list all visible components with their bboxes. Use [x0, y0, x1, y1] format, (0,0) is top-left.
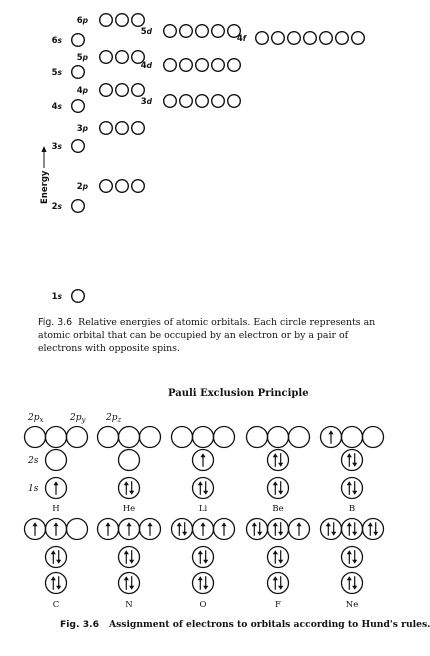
header-label-1: $2p_x$ [28, 413, 44, 424]
element-config-Li [172, 427, 235, 515]
element-config-Be [247, 427, 310, 515]
p1-O-spin-up-head [177, 522, 182, 526]
orbital-label-2s: 2s [51, 202, 62, 212]
orbital-label-6p: 6p [76, 16, 88, 26]
p2-C-spin-up-head [53, 522, 58, 526]
orbital-circle-3p-3 [132, 122, 145, 135]
p3-Ne-spin-down-head [373, 532, 378, 536]
s1-N-spin-up-head [124, 576, 129, 580]
orbital-circle-2p-3 [132, 180, 145, 193]
p1-F-spin-down-head [257, 532, 262, 536]
element-symbol-Be: Be [272, 504, 284, 514]
orbital-circle-3p-1 [100, 122, 113, 135]
element-config-C [25, 519, 88, 611]
orbital-2p-H-2 [46, 427, 67, 448]
orbital-1s-He [119, 478, 140, 499]
element-symbol-C: C [52, 600, 60, 610]
element-symbol-B: B [348, 504, 356, 514]
orbital-label-5p: 5p [76, 53, 88, 63]
p3-Ne-spin-up-head [368, 522, 373, 526]
header-label-2: $2p_y$ [70, 413, 86, 424]
p1-F-spin-up-head [252, 522, 257, 526]
energy-caption [38, 316, 388, 355]
orbital-2p-B-2 [342, 427, 363, 448]
p3-N-spin-up-head [147, 522, 152, 526]
element-config-Ne [321, 519, 384, 611]
orbital-circle-6s-1 [72, 34, 85, 47]
orbital-1s-C [46, 573, 67, 594]
s2-Ne-spin-down-head [352, 560, 357, 564]
orbital-circle-3d-2 [180, 95, 193, 108]
orbital-2s-C [46, 547, 67, 568]
element-symbol-Li: Li [198, 504, 208, 514]
orbital-circle-4d-4 [212, 59, 225, 72]
p2-Ne-spin-up-head [347, 522, 352, 526]
orbital-label-2p: 2p [76, 182, 88, 192]
s2-F-spin-down-head [278, 560, 283, 564]
orbital-2p-Be-1 [247, 427, 268, 448]
s2-B-spin-up-head [347, 453, 352, 457]
p2-N-spin-up-head [126, 522, 131, 526]
hund-caption-text: Assignment of electrons to orbitals according to Hund's rules. [108, 619, 430, 630]
orbital-2p-Ne-1 [321, 519, 342, 540]
orbital-2p-B-3 [363, 427, 384, 448]
orbital-circle-4d-1 [164, 59, 177, 72]
orbital-circle-4f-3 [288, 32, 301, 45]
p2-Ne-spin-down-head [352, 532, 357, 536]
s1-Ne-spin-down-head [352, 586, 357, 590]
s1-He-spin-up-head [124, 481, 129, 485]
p1-C-spin-up-head [32, 522, 37, 526]
orbital-2p-C-3 [67, 519, 88, 540]
orbital-2p-Be-3 [289, 427, 310, 448]
p1-B-spin-up-head [328, 430, 333, 434]
element-symbol-O: O [199, 600, 207, 610]
orbital-label-5s: 5s [51, 68, 62, 78]
orbital-2p-O-1 [172, 519, 193, 540]
orbital-2p-Ne-2 [342, 519, 363, 540]
orbital-1s-Ne [342, 573, 363, 594]
orbital-2p-H-1 [25, 427, 46, 448]
orbital-circle-1s-1 [72, 290, 85, 303]
s1-O-spin-up-head [198, 576, 203, 580]
orbital-label-4f: 4f [236, 34, 246, 44]
element-config-H [25, 427, 88, 515]
orbital-circle-4s-1 [72, 100, 85, 113]
orbital-label-3d: 3d [140, 97, 152, 107]
orbital-2s-He [119, 450, 140, 471]
s1-F-spin-up-head [273, 576, 278, 580]
element-symbol-He: He [122, 504, 136, 514]
s2-Be-spin-up-head [273, 453, 278, 457]
orbital-circle-2p-2 [116, 180, 129, 193]
s1-C-spin-up-head [51, 576, 56, 580]
orbital-2p-Li-3 [214, 427, 235, 448]
orbital-circle-4p-1 [100, 84, 113, 97]
s1-Li-spin-down-head [203, 491, 208, 495]
orbital-circle-5s-1 [72, 66, 85, 79]
s1-Be-spin-up-head [273, 481, 278, 485]
orbital-2p-He-2 [119, 427, 140, 448]
orbital-circle-3s-1 [72, 140, 85, 153]
p1-N-spin-up-head [105, 522, 110, 526]
orbital-circle-5d-2 [180, 25, 193, 38]
p2-F-spin-up-head [273, 522, 278, 526]
orbital-label-3s: 3s [51, 142, 62, 152]
s1-O-spin-down-head [203, 586, 208, 590]
s1-B-spin-up-head [347, 481, 352, 485]
orbital-circle-4f-4 [304, 32, 317, 45]
p2-F-spin-down-head [278, 532, 283, 536]
orbital-circle-3d-1 [164, 95, 177, 108]
p3-F-spin-up-head [296, 522, 301, 526]
orbital-2p-Li-2 [193, 427, 214, 448]
orbital-circle-5d-5 [228, 25, 241, 38]
s2-B-spin-down-head [352, 463, 357, 467]
s2-N-spin-down-head [129, 560, 134, 564]
orbital-circle-5p-3 [132, 51, 145, 64]
element-config-N [98, 519, 161, 611]
orbital-2p-He-1 [98, 427, 119, 448]
orbital-circle-2p-1 [100, 180, 113, 193]
orbital-circle-3d-4 [212, 95, 225, 108]
s1-N-spin-down-head [129, 586, 134, 590]
energy-axis [40, 146, 50, 204]
orbital-1s-N [119, 573, 140, 594]
row-label-2s: 2s [28, 456, 39, 466]
p1-Ne-spin-up-head [326, 522, 331, 526]
s1-Be-spin-down-head [278, 491, 283, 495]
orbital-label-1s: 1s [51, 292, 62, 302]
orbital-label-5d: 5d [140, 27, 152, 37]
element-config-He [98, 427, 161, 515]
orbital-2p-F-1 [247, 519, 268, 540]
s2-Li-spin-up-head [200, 453, 205, 457]
hund-caption-fig: Fig. 3.6 [60, 619, 99, 630]
orbital-circle-5d-3 [196, 25, 209, 38]
orbital-1s-B [342, 478, 363, 499]
orbital-energy-diagram [0, 0, 430, 310]
orbital-circle-4f-6 [336, 32, 349, 45]
orbital-circle-4d-5 [228, 59, 241, 72]
orbital-circle-3d-5 [228, 95, 241, 108]
orbital-circle-4f-1 [256, 32, 269, 45]
p3-O-spin-up-head [221, 522, 226, 526]
element-symbol-Ne: Ne [345, 600, 359, 610]
electron-configuration-diagram [0, 400, 430, 610]
s2-F-spin-up-head [273, 550, 278, 554]
orbital-label-3p: 3p [76, 124, 88, 134]
orbital-circle-5p-2 [116, 51, 129, 64]
orbital-circle-4f-7 [352, 32, 365, 45]
element-config-F [247, 519, 310, 611]
s2-O-spin-up-head [198, 550, 203, 554]
orbital-circle-2s-1 [72, 200, 85, 213]
orbital-circle-4f-5 [320, 32, 333, 45]
s1-Li-spin-up-head [198, 481, 203, 485]
orbital-1s-O [193, 573, 214, 594]
orbital-circle-4d-2 [180, 59, 193, 72]
orbital-circle-4p-2 [116, 84, 129, 97]
orbital-circle-3p-2 [116, 122, 129, 135]
p1-Ne-spin-down-head [331, 532, 336, 536]
row-label-1s: 1s [28, 484, 39, 494]
s1-He-spin-down-head [129, 491, 134, 495]
orbital-circle-5d-1 [164, 25, 177, 38]
orbital-2s-Ne [342, 547, 363, 568]
orbital-circle-5d-4 [212, 25, 225, 38]
orbital-circle-6p-3 [132, 14, 145, 27]
orbital-circle-4d-3 [196, 59, 209, 72]
orbital-circle-6p-1 [100, 14, 113, 27]
orbital-2s-Be [268, 450, 289, 471]
s2-Be-spin-down-head [278, 463, 283, 467]
p2-O-spin-up-head [200, 522, 205, 526]
orbital-2s-H [46, 450, 67, 471]
s1-C-spin-down-head [56, 586, 61, 590]
orbital-2p-He-3 [140, 427, 161, 448]
orbital-2s-O [193, 547, 214, 568]
orbital-label-6s: 6s [51, 36, 62, 46]
header-label-3: $2p_z$ [106, 413, 122, 424]
hund-caption [60, 619, 430, 630]
orbital-2p-H-3 [67, 427, 88, 448]
s1-F-spin-down-head [278, 586, 283, 590]
orbital-label-4p: 4p [76, 86, 88, 96]
energy-caption-text: Relative energies of atomic orbitals. Each circle represents an atomic orbital that can be occupied by an electron or by a pair of electrons with opposite spins. [38, 317, 376, 354]
orbital-2s-F [268, 547, 289, 568]
orbital-2p-Be-2 [268, 427, 289, 448]
element-symbol-N: N [125, 600, 133, 610]
s1-Ne-spin-up-head [347, 576, 352, 580]
s2-O-spin-down-head [203, 560, 208, 564]
s2-C-spin-down-head [56, 560, 61, 564]
orbital-circle-6p-2 [116, 14, 129, 27]
orbital-1s-F [268, 573, 289, 594]
s2-N-spin-up-head [124, 550, 129, 554]
orbital-1s-Li [193, 478, 214, 499]
energy-axis-arrowhead [41, 146, 46, 152]
orbital-1s-Be [268, 478, 289, 499]
s2-C-spin-up-head [51, 550, 56, 554]
energy-axis-label: Energy [40, 170, 50, 204]
orbital-circle-4f-2 [272, 32, 285, 45]
element-config-O [172, 519, 235, 611]
energy-caption-fig: Fig. 3.6 [38, 317, 73, 328]
orbital-2s-N [119, 547, 140, 568]
s1-B-spin-down-head [352, 491, 357, 495]
orbital-circle-3d-3 [196, 95, 209, 108]
s1-H-spin-up-head [53, 481, 58, 485]
orbital-circle-4p-3 [132, 84, 145, 97]
orbital-circle-5p-1 [100, 51, 113, 64]
element-symbol-H: H [52, 504, 60, 514]
element-config-B [321, 427, 384, 515]
s2-Ne-spin-up-head [347, 550, 352, 554]
orbital-2p-Li-1 [172, 427, 193, 448]
orbital-2p-Ne-3 [363, 519, 384, 540]
element-symbol-F: F [275, 600, 281, 610]
p1-O-spin-down-head [182, 532, 187, 536]
orbital-2s-B [342, 450, 363, 471]
orbital-2p-F-2 [268, 519, 289, 540]
orbital-label-4s: 4s [51, 102, 62, 112]
orbital-label-4d: 4d [140, 61, 152, 71]
pauli-title: Pauli Exclusion Principle [168, 388, 309, 399]
